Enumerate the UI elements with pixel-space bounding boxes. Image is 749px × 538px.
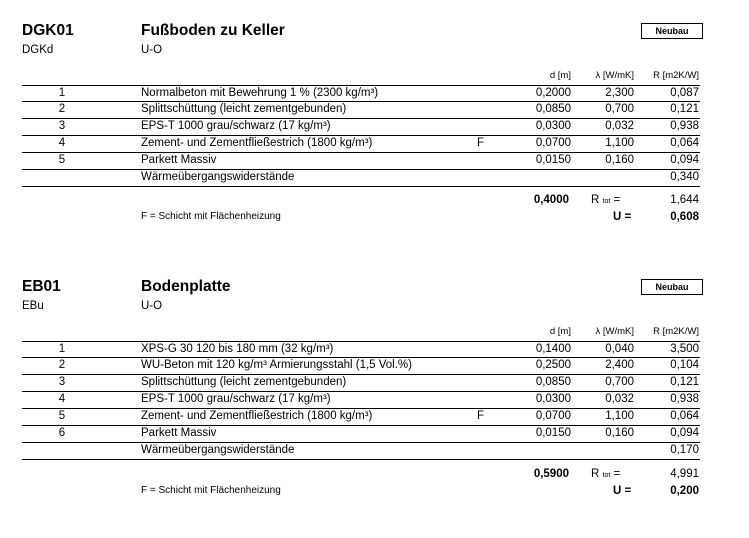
layer-thickness: 0,1400 (535, 343, 571, 355)
layer-lambda: 0,160 (605, 427, 634, 439)
layer-thickness: 0,2500 (535, 359, 571, 371)
r-total-subscript: tot (602, 472, 611, 479)
layer-resistance: 0,064 (670, 410, 699, 422)
total-thickness: 0,5900 (533, 468, 569, 480)
section-subtype: U-O (141, 44, 163, 56)
layer-resistance: 0,340 (670, 171, 699, 183)
surface-resistance-row (22, 443, 700, 460)
layer-resistance: 0,087 (670, 87, 699, 99)
layer-name: Parkett Massiv (141, 427, 217, 439)
surface-resistance-row (22, 170, 700, 187)
layer-resistance: 0,104 (670, 359, 699, 371)
layer-flag: F (477, 137, 485, 149)
layer-thickness: 0,0150 (535, 154, 571, 166)
layer-thickness: 0,0700 (535, 137, 571, 149)
layer-thickness: 0,0850 (535, 103, 571, 115)
u-value: 0,200 (670, 485, 699, 497)
layer-number: 1 (58, 87, 66, 99)
layer-name: Zement- und Zementfließestrich (1800 kg/m³) (141, 137, 373, 149)
layer-name: EPS-T 1000 grau/schwarz (17 kg/m³) (141, 393, 331, 405)
layer-name: Zement- und Zementfließestrich (1800 kg/m³) (141, 410, 373, 422)
r-total-label (591, 194, 620, 206)
layer-lambda: 0,032 (605, 393, 634, 405)
layer-number: 2 (58, 359, 66, 371)
section-subtype: U-O (141, 300, 163, 312)
layer-lambda: 0,700 (605, 376, 634, 388)
layer-row (22, 85, 700, 102)
layer-resistance: 3,500 (670, 343, 699, 355)
layer-resistance: 0,121 (670, 103, 699, 115)
r-total-value: 1,644 (670, 194, 699, 206)
layer-row (22, 392, 700, 409)
r-total-equals: = (613, 468, 621, 480)
layer-row (22, 341, 700, 358)
column-header-lambda: λ [W/mK] (595, 70, 634, 81)
layer-resistance: 0,938 (670, 393, 699, 405)
layer-flag: F (477, 410, 485, 422)
u-value-label: U = (613, 485, 632, 497)
footnote: F = Schicht mit Flächenheizung (141, 211, 281, 222)
layer-name: XPS-G 30 120 bis 180 mm (32 kg/m³) (141, 343, 334, 355)
layer-lambda: 0,160 (605, 154, 634, 166)
layer-name: Wärmeübergangswiderstände (141, 171, 295, 183)
r-total-label (591, 468, 620, 480)
layer-number: 3 (58, 120, 66, 132)
layer-number: 2 (58, 103, 66, 115)
section-subcode: DGKd (22, 44, 54, 56)
layer-row (22, 409, 700, 426)
layer-resistance: 0,938 (670, 120, 699, 132)
column-header-r: R [m2K/W] (653, 70, 699, 81)
footnote: F = Schicht mit Flächenheizung (141, 485, 281, 496)
column-header-d: d [m] (549, 70, 571, 81)
r-total-subscript: tot (602, 198, 611, 205)
layer-table (22, 341, 700, 460)
r-total-value: 4,991 (670, 468, 699, 480)
layer-thickness: 0,0850 (535, 376, 571, 388)
column-header-r: R [m2K/W] (653, 326, 699, 337)
layer-row (22, 375, 700, 392)
layer-resistance: 0,094 (670, 154, 699, 166)
layer-lambda: 1,100 (605, 410, 634, 422)
layer-thickness: 0,0300 (535, 393, 571, 405)
layer-resistance: 0,121 (670, 376, 699, 388)
layer-resistance: 0,094 (670, 427, 699, 439)
layer-number: 4 (58, 393, 66, 405)
layer-row (22, 102, 700, 119)
u-value-label: U = (613, 211, 632, 223)
layer-name: EPS-T 1000 grau/schwarz (17 kg/m³) (141, 120, 331, 132)
layer-thickness: 0,0700 (535, 410, 571, 422)
section-code: EB01 (22, 278, 61, 295)
section-title: Fußboden zu Keller (141, 22, 285, 39)
section-code: DGK01 (22, 22, 74, 39)
layer-row (22, 136, 700, 153)
layer-name: Splittschüttung (leicht zementgebunden) (141, 376, 347, 388)
section-subcode: EBu (22, 300, 44, 312)
layer-lambda: 0,040 (605, 343, 634, 355)
status-badge: Neubau (641, 23, 703, 39)
layer-row (22, 119, 700, 136)
u-value: 0,608 (670, 211, 699, 223)
r-total-equals: = (613, 194, 621, 206)
status-badge: Neubau (641, 279, 703, 295)
layer-lambda: 2,400 (605, 359, 634, 371)
layer-name: Splittschüttung (leicht zementgebunden) (141, 103, 347, 115)
layer-lambda: 1,100 (605, 137, 634, 149)
layer-lambda: 2,300 (605, 87, 634, 99)
r-total-symbol: R (591, 468, 600, 480)
layer-thickness: 0,0300 (535, 120, 571, 132)
column-header-lambda: λ [W/mK] (595, 326, 634, 337)
layer-number: 5 (58, 410, 66, 422)
layer-number: 1 (58, 343, 66, 355)
layer-row (22, 153, 700, 170)
column-header-d: d [m] (549, 326, 571, 337)
layer-name: Normalbeton mit Bewehrung 1 % (2300 kg/m³) (141, 87, 379, 99)
layer-table (22, 85, 700, 187)
layer-thickness: 0,2000 (535, 87, 571, 99)
layer-name: Parkett Massiv (141, 154, 217, 166)
section-title: Bodenplatte (141, 278, 231, 295)
construction-section-eb01 (0, 278, 749, 508)
layer-number: 5 (58, 154, 66, 166)
construction-section-dgk01 (0, 22, 749, 232)
layer-name: Wärmeübergangswiderstände (141, 444, 295, 456)
layer-number: 3 (58, 376, 66, 388)
layer-number: 4 (58, 137, 66, 149)
layer-number: 6 (58, 427, 66, 439)
total-thickness: 0,4000 (533, 194, 569, 206)
layer-resistance: 0,064 (670, 137, 699, 149)
layer-resistance: 0,170 (670, 444, 699, 456)
layer-row (22, 426, 700, 443)
r-total-symbol: R (591, 194, 600, 206)
layer-row (22, 358, 700, 375)
layer-name: WU-Beton mit 120 kg/m³ Armierungsstahl (1,5 Vol.%) (141, 359, 412, 371)
layer-thickness: 0,0150 (535, 427, 571, 439)
layer-lambda: 0,032 (605, 120, 634, 132)
layer-lambda: 0,700 (605, 103, 634, 115)
